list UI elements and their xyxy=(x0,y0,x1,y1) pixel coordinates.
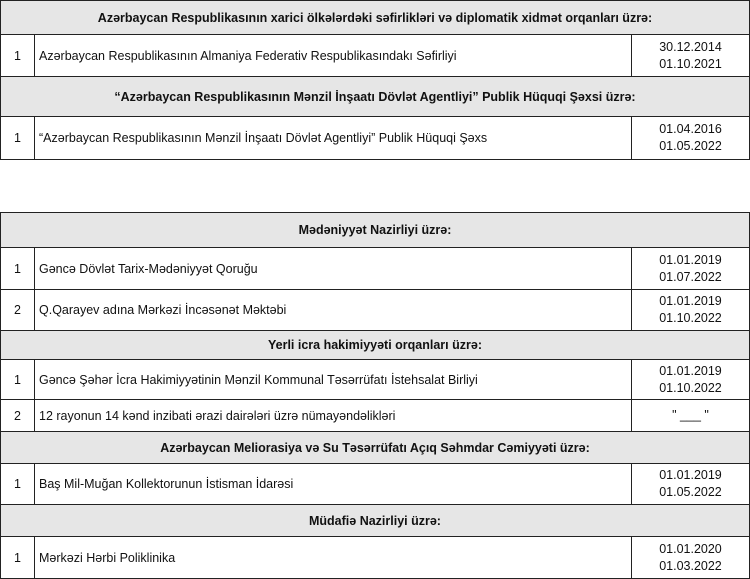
row-number: 1 xyxy=(1,537,35,579)
row-number: 1 xyxy=(1,248,35,290)
row-number: 1 xyxy=(1,360,35,400)
table-row xyxy=(1,35,750,77)
table-row xyxy=(1,360,750,400)
date-end: 01.10.2021 xyxy=(659,56,722,71)
organization-name: 12 rayonun 14 kənd inzibati ərazi dairələri üzrə nümayəndəlikləri xyxy=(35,400,632,432)
organization-name: Baş Mil-Muğan Kollektorunun İstisman İdarəsi xyxy=(35,464,632,505)
date-cell xyxy=(632,117,750,160)
date-start: 01.04.2016 xyxy=(659,122,722,136)
organization-name: Azərbaycan Respublikasının Almaniya Federativ Respublikasındakı Səfirliyi xyxy=(35,35,632,77)
organization-name: Mərkəzi Hərbi Poliklinika xyxy=(35,537,632,579)
table-lower xyxy=(0,212,750,579)
date-end: 01.05.2022 xyxy=(659,485,722,499)
row-number: 2 xyxy=(1,290,35,331)
section-header xyxy=(1,1,750,35)
date-placeholder: " ___ " xyxy=(672,408,709,422)
date-cell xyxy=(631,464,749,505)
date-start: 01.01.2020 xyxy=(659,541,722,556)
organization-name: “Azərbaycan Respublikasının Mənzil İnşaatı Dövlət Agentliyi” Publik Hüquqi Şəxs xyxy=(35,117,632,160)
date-cell xyxy=(631,537,749,579)
table-row xyxy=(1,400,750,432)
table-upper xyxy=(0,0,750,160)
section-header xyxy=(1,331,750,360)
section-title: Azərbaycan Respublikasının xarici ölkələrdəki səfirlikləri və diplomatik xidmət orqanları üzrə: xyxy=(1,1,750,35)
section-header xyxy=(1,77,750,117)
table-row xyxy=(1,248,750,290)
date-end: 01.03.2022 xyxy=(659,558,722,573)
table-row xyxy=(1,290,750,331)
row-number: 2 xyxy=(1,400,35,432)
date-cell xyxy=(631,248,749,290)
row-number: 1 xyxy=(1,464,35,505)
date-start: 01.01.2019 xyxy=(659,294,722,308)
date-cell xyxy=(631,290,749,331)
table-row xyxy=(1,117,750,160)
table-row xyxy=(1,464,750,505)
table-row xyxy=(1,537,750,579)
section-title: Müdafiə Nazirliyi üzrə: xyxy=(1,505,750,537)
date-start: 30.12.2014 xyxy=(659,39,722,54)
date-cell xyxy=(631,360,749,400)
date-end: 01.05.2022 xyxy=(659,139,722,153)
row-number: 1 xyxy=(1,35,35,77)
section-title: “Azərbaycan Respublikasının Mənzil İnşaatı Dövlət Agentliyi” Publik Hüquqi Şəxsi üzrə: xyxy=(1,77,750,117)
date-end: 01.07.2022 xyxy=(659,269,722,284)
date-cell xyxy=(632,35,750,77)
section-header xyxy=(1,213,750,248)
section-title: Yerli icra hakimiyyəti orqanları üzrə: xyxy=(1,331,750,360)
section-title: Mədəniyyət Nazirliyi üzrə: xyxy=(1,213,750,248)
date-end: 01.10.2022 xyxy=(659,311,722,325)
date-end: 01.10.2022 xyxy=(659,380,722,395)
organization-name: Gəncə Dövlət Tarix-Mədəniyyət Qoruğu xyxy=(35,248,632,290)
date-cell xyxy=(631,400,749,432)
organization-name: Q.Qarayev adına Mərkəzi İncəsənət Məktəbi xyxy=(35,290,632,331)
organization-name: Gəncə Şəhər İcra Hakimiyyətinin Mənzil Kommunal Təsərrüfatı İstehsalat Birliyi xyxy=(35,360,632,400)
section-header xyxy=(1,505,750,537)
section-title: Azərbaycan Meliorasiya və Su Təsərrüfatı Açıq Səhmdar Cəmiyyəti üzrə: xyxy=(1,432,750,464)
row-number: 1 xyxy=(1,117,35,160)
date-start: 01.01.2019 xyxy=(659,363,722,378)
date-start: 01.01.2019 xyxy=(659,468,722,482)
section-header xyxy=(1,432,750,464)
date-start: 01.01.2019 xyxy=(659,252,722,267)
